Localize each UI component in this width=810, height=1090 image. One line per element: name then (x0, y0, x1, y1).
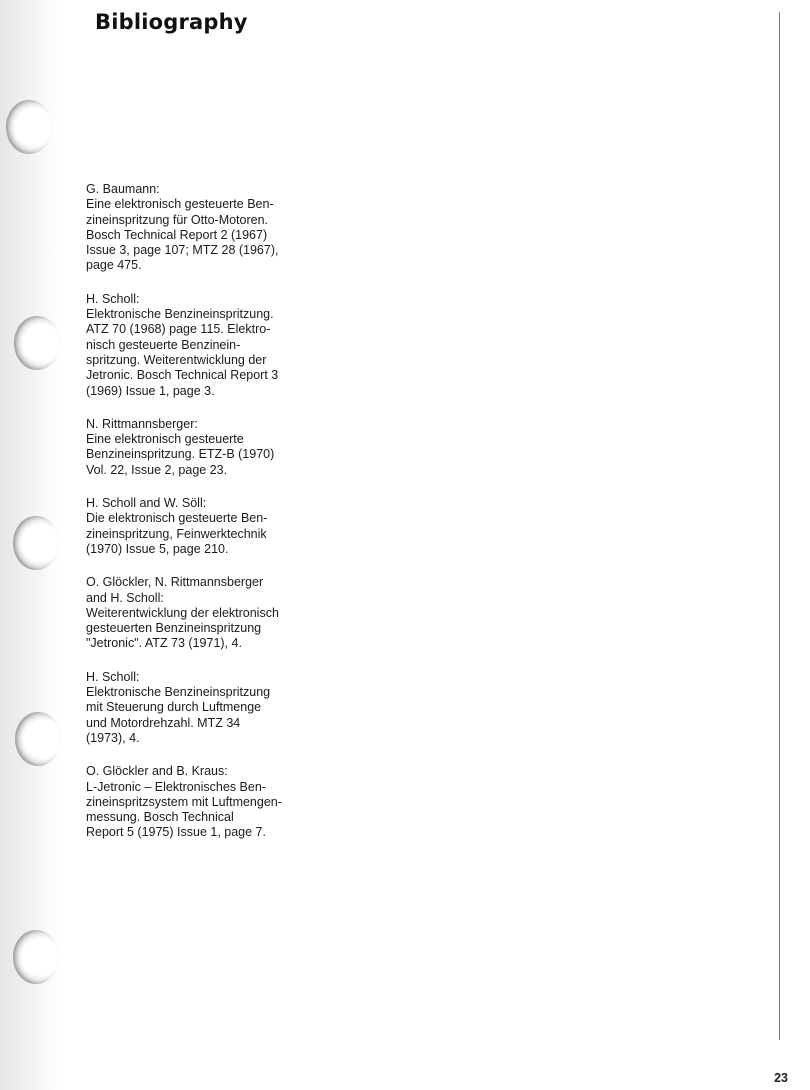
entry-author: G. Baumann: (86, 182, 160, 196)
bibliography-entry (86, 764, 326, 840)
bibliography-list (86, 182, 326, 859)
entry-author: O. Glöckler and B. Kraus: (86, 764, 228, 779)
page-title: Bibliography (95, 10, 248, 34)
right-margin-rule (779, 12, 780, 1040)
bibliography-entry (86, 670, 326, 746)
entry-citation: Elektronische Benzineinspritzung. ATZ 70 (1968) page 115. Elektro- nisch gesteuerte Benzinein- spritzung. Weiterentwicklung der Jetronic. Bosch Technical Report 3 (1969) Issue 1, page 3. (86, 307, 279, 398)
punch-hole (6, 100, 52, 154)
bibliography-entry (86, 417, 326, 478)
entry-citation: L-Jetronic – Elektronisches Ben- zineinspritzsystem mit Luftmengen- messung. Bosch Technical Report 5 (1975) Issue 1, page 7. (86, 779, 282, 840)
bibliography-entry (86, 292, 326, 399)
bibliography-entry (86, 496, 326, 557)
entry-author: O. Glöckler, N. Rittmannsberger and H. Scholl: (86, 575, 264, 605)
punch-hole (13, 930, 59, 984)
entry-author: N. Rittmannsberger: (86, 416, 198, 431)
punch-hole (13, 516, 59, 570)
bibliography-entry (86, 182, 326, 274)
entry-author: H. Scholl: (86, 669, 140, 684)
entry-author: H. Scholl: (86, 291, 140, 306)
entry-citation: Weiterentwicklung der elektronisch gesteuerten Benzineinspritzung "Jetronic". ATZ 73 (1971), 4. (86, 605, 279, 651)
punch-hole (14, 316, 60, 370)
entry-citation: Elektronische Benzineinspritzung mit Steuerung durch Luftmenge und Motordrehzahl. MTZ 34 (1973), 4. (86, 685, 271, 745)
page-number: 23 (774, 1071, 788, 1085)
bibliography-entry (86, 575, 326, 651)
entry-author: H. Scholl and W. Söll: (86, 496, 207, 511)
entry-citation: Die elektronisch gesteuerte Ben- zineinspritzung, Feinwerktechnik (1970) Issue 5, page 210. (86, 511, 268, 556)
entry-citation: Eine elektronisch gesteuerte Benzineinspritzung. ETZ-B (1970) Vol. 22, Issue 2, page 23. (86, 432, 275, 477)
entry-citation: Eine elektronisch gesteuerte Ben- zineinspritzung für Otto-Motoren. Bosch Technical Report 2 (1967) Issue 3, page 107; MTZ 28 (1967), page 475. (86, 197, 279, 273)
punch-hole (15, 712, 61, 766)
